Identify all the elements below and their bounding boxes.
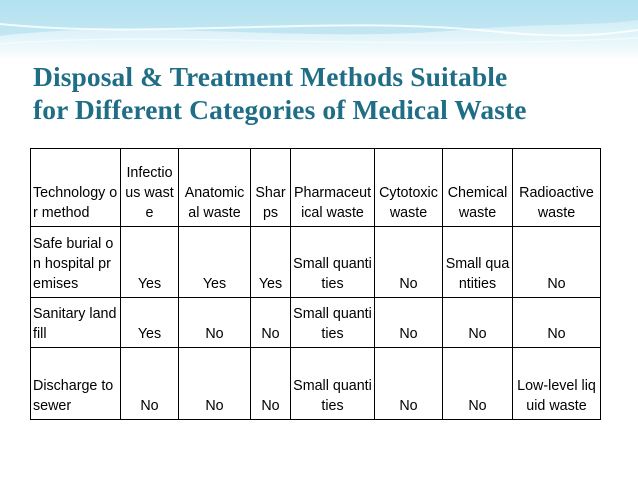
table-row xyxy=(31,227,601,298)
table-cell: No xyxy=(513,227,601,298)
table-cell: Sanitary landfill xyxy=(31,298,121,348)
table-cell: Low-level liquid waste xyxy=(513,348,601,420)
header-band xyxy=(0,0,638,60)
table-cell: No xyxy=(375,298,443,348)
table-cell: Yes xyxy=(121,227,179,298)
table-cell: No xyxy=(375,227,443,298)
table-cell: No xyxy=(251,298,291,348)
wave-decoration xyxy=(0,0,638,60)
table-cell: No xyxy=(443,298,513,348)
slide-title-line-1: Disposal & Treatment Methods Suitable xyxy=(33,61,508,92)
table-cell: No xyxy=(375,348,443,420)
table-cell: No xyxy=(251,348,291,420)
table-cell: No xyxy=(513,298,601,348)
column-header: Sharps xyxy=(251,149,291,227)
slide-title-line-2: for Different Categories of Medical Waste xyxy=(33,94,527,125)
table-row xyxy=(31,348,601,420)
table-cell: No xyxy=(179,348,251,420)
table-cell: Safe burial on hospital premises xyxy=(31,227,121,298)
table-row xyxy=(31,298,601,348)
column-header: Radioactive waste xyxy=(513,149,601,227)
table-cell: No xyxy=(121,348,179,420)
table-cell: Yes xyxy=(251,227,291,298)
column-header: Chemical waste xyxy=(443,149,513,227)
table-cell: Discharge to sewer xyxy=(31,348,121,420)
slide-title xyxy=(33,60,623,126)
table-cell: Small quantities xyxy=(443,227,513,298)
table-cell: Small quantities xyxy=(291,348,375,420)
column-header: Technology or method xyxy=(31,149,121,227)
table-cell: Yes xyxy=(179,227,251,298)
column-header: Anatomical waste xyxy=(179,149,251,227)
column-header: Cytotoxic waste xyxy=(375,149,443,227)
table-cell: Small quantities xyxy=(291,298,375,348)
table-cell: Yes xyxy=(121,298,179,348)
table-cell: Small quantities xyxy=(291,227,375,298)
table-cell: No xyxy=(443,348,513,420)
table-header-row xyxy=(31,149,601,227)
column-header: Pharmaceutical waste xyxy=(291,149,375,227)
disposal-methods-table xyxy=(30,148,601,420)
table-cell: No xyxy=(179,298,251,348)
column-header: Infectious waste xyxy=(121,149,179,227)
